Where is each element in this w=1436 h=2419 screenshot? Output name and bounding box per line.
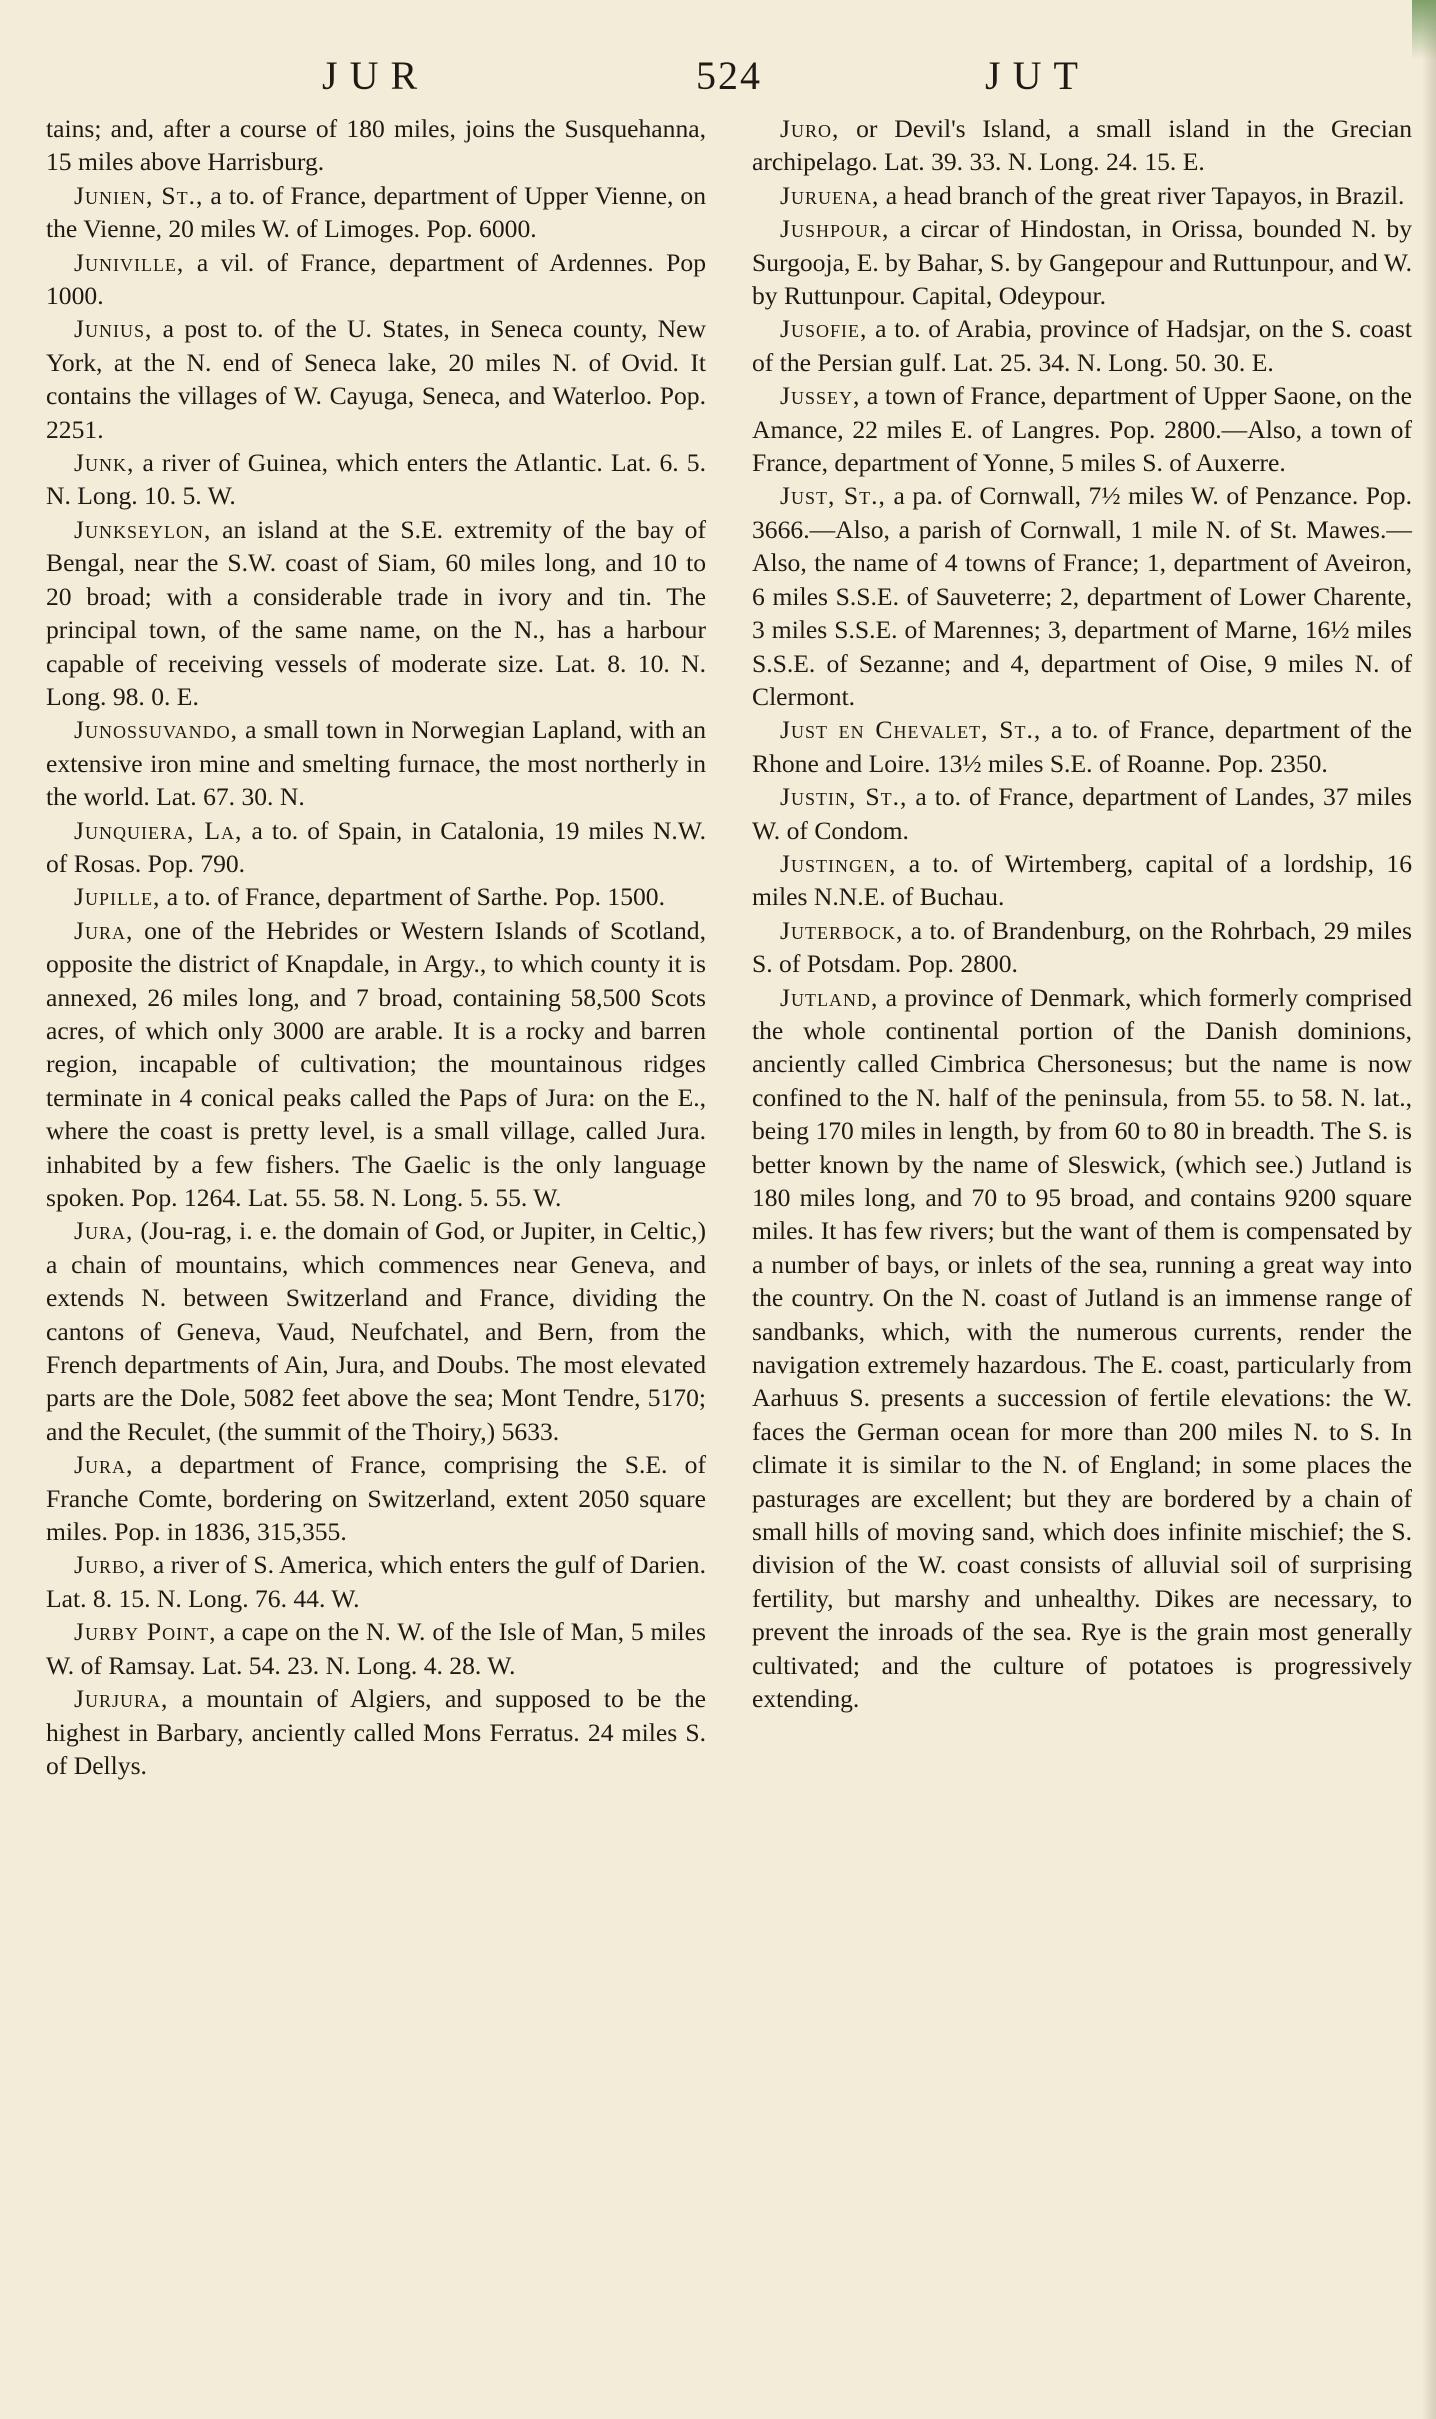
gazetteer-entry <box>752 981 1412 1716</box>
entry-headword: Just en Chevalet, St., <box>780 715 1042 745</box>
entry-headword: Jusofie, <box>780 314 868 344</box>
gazetteer-entry <box>46 1548 706 1615</box>
entry-headword: Jura, <box>74 915 134 945</box>
entry-text: a pa. of Cornwall, 7½ miles W. of Penzance. Pop. 3666.—Also, a parish of Cornwall, 1 mile N. of St. Mawes.—Also, the name of 4 towns of France; 1, department of Aveiron, 6 miles S.S.E. of Sauveterre; 2, department of Lower Charente, 3 miles S.S.E. of Marennes; 3, department of Marne, 16½ miles S.S.E. of Sezanne; and 4, department of Oise, 9 miles N. of Clermont. <box>752 481 1412 711</box>
entry-text: one of the Hebrides or Western Islands of Scotland, opposite the district of Knapdale, in Argy., to which county it is annexed, 26 miles long, and 7 broad, containing 58,500 Scots acres, of which only 3000 are arable. It is a rocky and barren region, incapable of cultivation; the mountainous ridges terminate in 4 conical peaks called the Paps of Jura: on the E., where the coast is pretty level, is a small village, called Jura. inhabited by a few fishers. The Gaelic is the only language spoken. Pop. 1264. Lat. 55. 58. N. Long. 5. 55. W. <box>46 915 706 1212</box>
gazetteer-entry <box>46 713 706 813</box>
gazetteer-entry <box>752 212 1412 312</box>
gazetteer-entry <box>752 179 1412 212</box>
entry-text: a to. of Arabia, province of Hadsjar, on the S. coast of the Persian gulf. Lat. 25. 34. N. Long. 50. 30. E. <box>752 314 1412 377</box>
entry-headword: Jurby Point, <box>74 1617 217 1647</box>
entry-text: a circar of Hindostan, in Orissa, bounded N. by Surgooja, E. by Bahar, S. by Gangepour and Ruttunpour, and W. by Ruttunpour. Capital, Odeypour. <box>752 214 1413 311</box>
entry-text: a cape on the N. W. of the Isle of Man, 5 miles W. of Ramsay. Lat. 54. 23. N. Long. 4. 28. W. <box>46 1617 706 1680</box>
entry-text: a to. of Brandenburg, on the Rohrbach, 29 miles S. of Potsdam. Pop. 2800. <box>752 915 1412 979</box>
gazetteer-entry <box>752 112 1412 179</box>
gazetteer-entry <box>46 513 706 713</box>
gazetteer-entry <box>46 246 706 313</box>
running-head-right: JUT <box>985 53 1090 98</box>
entry-text: a to. of France, department of Upper Vienne, on the Vienne, 20 miles W. of Limoges. Pop. 6000. <box>46 180 706 244</box>
left-column <box>46 112 706 1782</box>
entry-headword: Junquiera, La, <box>74 815 243 845</box>
entry-text: a to. of Wirtemberg, capital of a lordship, 16 miles N.N.E. of Buchau. <box>752 848 1412 912</box>
entry-headword: Jutland, <box>780 982 879 1012</box>
entry-text: a to. of France, department of Landes, 37 miles W. of Condom. <box>752 782 1412 845</box>
entry-headword: Junius, <box>74 314 153 344</box>
entry-headword: Jura, <box>74 1216 134 1246</box>
gazetteer-entry <box>46 312 706 446</box>
entry-text: a small town in Norwegian Lapland, with an extensive iron mine and smelting furnace, the most northerly in the world. Lat. 67. 30. N. <box>46 715 706 812</box>
entry-text: a head branch of the great river Tapayos, in Brazil. <box>879 180 1405 210</box>
gazetteer-entry <box>46 112 706 179</box>
entry-headword: Jussey, <box>780 381 861 411</box>
entry-headword: Just, St., <box>780 481 886 511</box>
page-number: 524 <box>696 53 762 98</box>
gazetteer-entry <box>752 479 1412 713</box>
entry-headword: Jurbo, <box>74 1550 147 1580</box>
entry-headword: Justingen, <box>780 848 897 878</box>
entry-text: a town of France, department of Upper Saone, on the Amance, 22 miles E. of Langres. Pop. 2800.—Also, a town of France, department of Yonne, 5 miles S. of Auxerre. <box>752 381 1412 478</box>
gazetteer-entry <box>46 814 706 881</box>
entry-headword: Jura, <box>74 1450 134 1480</box>
page-header <box>0 50 1436 102</box>
entry-headword: Juniville, <box>74 247 185 277</box>
entry-text: an island at the S.E. extremity of the bay of Bengal, near the S.W. coast of Siam, 60 miles long, and 10 to 20 broad; with a considerable trade in ivory and tin. The principal town, of the same name, on the N., has a harbour capable of receiving vessels of moderate size. Lat. 8. 10. N. Long. 98. 0. E. <box>46 514 706 711</box>
entry-text: (Jou-rag, i. e. the domain of God, or Jupiter, in Celtic,) a chain of mountains, which commences near Geneva, and extends N. between Switzerland and France, dividing the cantons of Geneva, Vaud, Neufchatel, and Bern, from the French departments of Ain, Jura, and Doubs. The most elevated parts are the Dole, 5082 feet above the sea; Mont Tendre, 5170; and the Reculet, (the summit of the Thoiry,) 5633. <box>46 1216 706 1446</box>
entry-headword: Juterbock, <box>780 915 904 945</box>
entry-text: a to. of France, department of Sarthe. Pop. 1500. <box>160 882 665 912</box>
page-corner-tint <box>1412 0 1436 60</box>
entry-text: tains; and, after a course of 180 miles, joins the Susquehanna, 15 miles above Harrisburg. <box>46 114 706 177</box>
entry-text: a post to. of the U. States, in Seneca county, New York, at the N. end of Seneca lake, 20 miles N. of Ovid. It contains the villages of W. Cayuga, Seneca, and Waterloo. Pop. 2251. <box>46 314 706 444</box>
gazetteer-entry <box>46 1682 706 1782</box>
gazetteer-entry <box>46 880 706 913</box>
gazetteer-entry <box>752 914 1412 981</box>
entry-text: a department of France, comprising the S.E. of Franche Comte, bordering on Switzerland, extent 2050 square miles. Pop. in 1836, 315,355. <box>46 1450 706 1547</box>
gazetteer-entry <box>752 780 1412 847</box>
gazetteer-entry <box>752 312 1412 379</box>
entry-headword: Jupille, <box>74 882 161 912</box>
gazetteer-entry <box>46 179 706 246</box>
entry-headword: Jushpour, <box>780 214 890 244</box>
entry-text: a to. of France, department of the Rhone and Loire. 13½ miles S.E. of Roanne. Pop. 2350. <box>752 715 1413 778</box>
entry-headword: Jurjura, <box>74 1684 169 1714</box>
gazetteer-entry <box>752 713 1412 780</box>
gazetteer-entry <box>46 1615 706 1682</box>
entry-text: a to. of Spain, in Catalonia, 19 miles N.W. of Rosas. Pop. 790. <box>46 815 707 878</box>
entry-text: a river of Guinea, which enters the Atlantic. Lat. 6. 5. N. Long. 10. 5. W. <box>46 448 706 511</box>
entry-headword: Junossuvando, <box>74 715 239 745</box>
gazetteer-entry <box>752 847 1412 914</box>
entry-headword: Juro, <box>780 114 840 143</box>
entry-text: a river of S. America, which enters the gulf of Darien. Lat. 8. 15. N. Long. 76. 44. W. <box>46 1550 706 1613</box>
entry-headword: Junkseylon, <box>74 514 212 544</box>
entry-headword: Juruena, <box>780 180 880 210</box>
gazetteer-entry <box>46 446 706 513</box>
gazetteer-entry <box>46 1214 706 1448</box>
entry-headword: Justin, St., <box>780 782 908 812</box>
entry-text: a province of Denmark, which formerly comprised the whole continental portion of the Danish dominions, anciently called Cimbrica Chersonesus; but the name is now confined to the N. half of the peninsula, from 55. to 58. N. lat., being 170 miles in length, by from 60 to 80 in breadth. The S. is better known by the name of Sleswick, (which see.) Jutland is 180 miles long, and 70 to 95 broad, and contains 9200 square miles. It has few rivers; but the want of them is compensated by a number of bays, or inlets of the sea, running a great way into the country. On the N. coast of Jutland is an immense range of sandbanks, which, with the numerous currents, render the navigation extremely hazardous. The E. coast, particularly from Aarhuus S. presents a succession of fertile elevations: the W. faces the German ocean for more than 200 miles N. to S. In climate it is similar to the N. of England; in some places the pasturages are excellent; but they are bordered by a chain of small hills of moving sand, which does infinite mischief; the S. division of the W. coast consists of alluvial soil of surprising fertility, but marshy and unhealthy. Dikes are necessary, to prevent the inroads of the sea. Rye is the grain most generally cultivated; and the culture of potatoes is progressively extending. <box>752 982 1412 1714</box>
gazetteer-entry <box>46 1448 706 1548</box>
gazetteer-entry <box>752 379 1412 479</box>
entry-text: a mountain of Algiers, and supposed to be the highest in Barbary, anciently called Mons Ferratus. 24 miles S. of Dellys. <box>46 1684 706 1780</box>
running-head-left: JUR <box>322 53 430 98</box>
entry-headword: Junien, St., <box>74 180 204 210</box>
entry-text: or Devil's Island, a small island in the Grecian archipelago. Lat. 39. 33. N. Long. 24. 15. E. <box>752 114 1412 177</box>
gazetteer-entry <box>46 914 706 1215</box>
right-column <box>752 112 1412 1716</box>
entry-headword: Junk, <box>74 448 135 478</box>
page-edge-shadow <box>1422 0 1436 2419</box>
entry-text: a vil. of France, department of Ardennes. Pop 1000. <box>46 247 706 311</box>
